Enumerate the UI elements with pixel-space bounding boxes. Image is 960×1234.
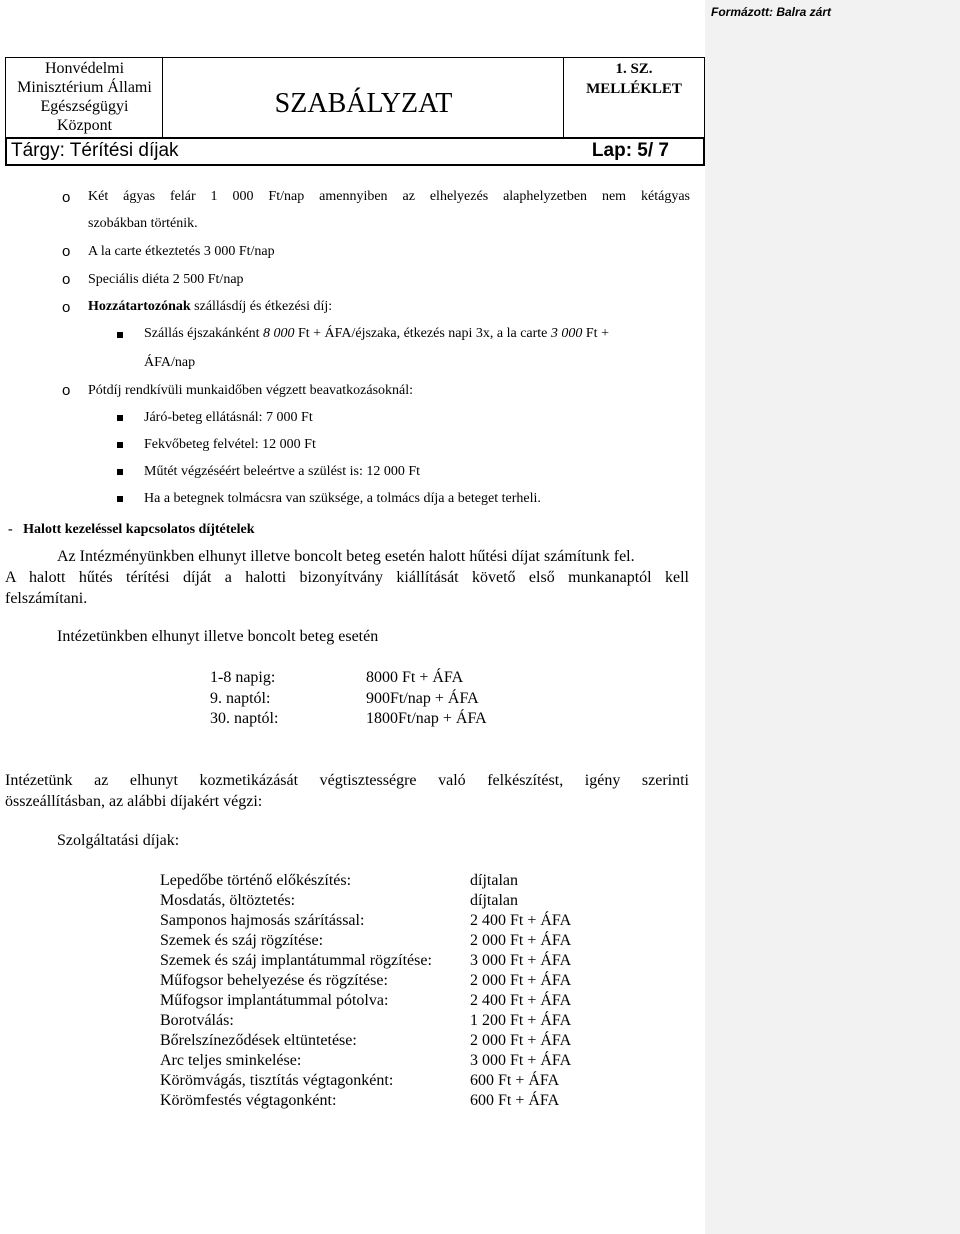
text-italic: 8 000 <box>262 326 295 341</box>
institution-line: Minisztérium Állami <box>17 79 152 96</box>
circle-bullet-icon: o <box>62 189 71 206</box>
circle-bullet-icon: o <box>62 243 71 260</box>
cooling-value: 8000 Ft + ÁFA <box>366 669 464 686</box>
fee-sub-item: Műtét végzéséért beleértve a szülést is: 12 000 Ft <box>144 464 421 479</box>
service-label: Mosdatás, öltöztetés: <box>160 892 296 909</box>
service-price: 600 Ft + ÁFA <box>470 1092 560 1109</box>
square-bullet-icon <box>117 496 123 502</box>
paragraph: Az Intézményünkben elhunyt illetve boncolt beteg esetén halott hűtési díjat számítunk fel. <box>57 548 635 565</box>
service-price: 3 000 Ft + ÁFA <box>470 1052 572 1069</box>
paragraph-continued: felszámítani. <box>5 590 88 607</box>
service-price: díjtalan <box>470 872 518 889</box>
fee-sub-item: Járó-beteg ellátásnál: 7 000 Ft <box>144 410 313 425</box>
square-bullet-icon <box>117 442 123 448</box>
square-bullet-icon <box>117 332 123 338</box>
service-price: 3 000 Ft + ÁFA <box>470 952 572 969</box>
circle-bullet-icon: o <box>62 382 71 399</box>
fee-item: A la carte étkeztetés 3 000 Ft/nap <box>88 244 275 259</box>
fee-sub-item: Fekvőbeteg felvétel: 12 000 Ft <box>144 437 316 452</box>
text-part: Ft + <box>582 326 609 341</box>
annex-line: 1. SZ. <box>615 61 653 77</box>
page-number: Lap: 5/ 7 <box>591 140 669 161</box>
fee-item: Pótdíj rendkívüli munkaidőben végzett beavatkozásoknál: <box>88 383 414 398</box>
annex-cell <box>563 57 705 139</box>
service-price: 2 400 Ft + ÁFA <box>470 992 572 1009</box>
paragraph-continued: összeállításban, az alábbi díjakért végzi: <box>5 793 263 810</box>
circle-bullet-icon: o <box>62 299 71 316</box>
service-price: 2 000 Ft + ÁFA <box>470 1032 572 1049</box>
paragraph: A halott hűtés térítési díját a halotti bizonyítvány kiállítását követő első munkanaptól kell <box>5 569 689 586</box>
service-price: 600 Ft + ÁFA <box>470 1072 560 1089</box>
square-bullet-icon <box>117 469 123 475</box>
institution-line: Honvédelmi <box>44 60 125 77</box>
service-label: Bőrelszíneződések eltüntetése: <box>160 1032 357 1049</box>
comment-margin <box>705 0 960 1234</box>
service-price: 2 400 Ft + ÁFA <box>470 912 572 929</box>
cooling-label: 9. naptól: <box>210 690 271 707</box>
text-part: Ft + ÁFA/éjszaka, étkezés napi 3x, a la carte <box>294 326 551 341</box>
service-label: Lepedőbe történő előkészítés: <box>160 872 352 889</box>
service-label: Műfogsor implantátummal pótolva: <box>160 992 389 1009</box>
fee-item-text: szállásdíj és étkezési díj: <box>190 299 333 314</box>
fee-item: Két ágyas felár 1 000 Ft/nap amennyiben az elhelyezés alaphelyzetben nem kétágyas <box>88 189 690 204</box>
document-title: SZABÁLYZAT <box>274 88 453 119</box>
service-price: 2 000 Ft + ÁFA <box>470 972 572 989</box>
service-price: 2 000 Ft + ÁFA <box>470 932 572 949</box>
subject-text: Tárgy: Térítési díjak <box>11 140 179 161</box>
fee-sub-item-continued: ÁFA/nap <box>144 355 196 370</box>
fee-item: Speciális diéta 2 500 Ft/nap <box>88 272 244 287</box>
section-heading: - Halott kezeléssel kapcsolatos díjtételek <box>8 522 255 537</box>
service-price: 1 200 Ft + ÁFA <box>470 1012 572 1029</box>
service-label: Szemek és száj implantátummal rögzítése: <box>160 952 432 969</box>
cooling-label: 1-8 napig: <box>210 669 276 686</box>
intro-text: Intézetünkben elhunyt illetve boncolt beteg esetén <box>57 628 379 645</box>
service-label: Samponos hajmosás szárítással: <box>160 912 365 929</box>
services-title: Szolgáltatási díjak: <box>57 832 180 849</box>
fee-item-continued: szobákban történik. <box>88 216 198 231</box>
text-italic: 3 000 <box>550 326 583 341</box>
cooling-value: 900Ft/nap + ÁFA <box>366 690 479 707</box>
service-label: Arc teljes sminkelése: <box>160 1052 302 1069</box>
comment-label: Formázott: Balra zárt <box>711 5 832 19</box>
paragraph: Intézetünk az elhunyt kozmetikázását végtisztességre való felkészítést, igény szerinti <box>5 772 689 789</box>
service-label: Körömvágás, tisztítás végtagonként: <box>160 1072 394 1089</box>
title-cell <box>162 57 564 139</box>
institution-line: Egészségügyi <box>40 98 129 115</box>
service-label: Borotválás: <box>160 1012 234 1029</box>
circle-bullet-icon: o <box>62 271 71 288</box>
fee-sub-item: Ha a betegnek tolmácsra van szüksége, a tolmács díja a beteget terheli. <box>144 491 541 506</box>
square-bullet-icon <box>117 415 123 421</box>
service-label: Körömfestés végtagonként: <box>160 1092 337 1109</box>
institution-line: Központ <box>56 117 113 134</box>
text-part: Szállás éjszakánként <box>144 326 263 341</box>
cooling-value: 1800Ft/nap + ÁFA <box>366 710 487 727</box>
fee-item <box>88 299 332 315</box>
fee-sub-item <box>144 326 609 342</box>
fee-item-bold: Hozzátartozónak <box>88 299 191 314</box>
service-price: díjtalan <box>470 892 518 909</box>
institution-cell <box>5 57 163 139</box>
annex-line: MELLÉKLET <box>586 81 682 97</box>
service-label: Szemek és száj rögzítése: <box>160 932 324 949</box>
subject-row <box>5 137 705 166</box>
cooling-label: 30. naptól: <box>210 710 279 727</box>
service-label: Műfogsor behelyezése és rögzítése: <box>160 972 388 989</box>
document-header <box>5 57 705 166</box>
